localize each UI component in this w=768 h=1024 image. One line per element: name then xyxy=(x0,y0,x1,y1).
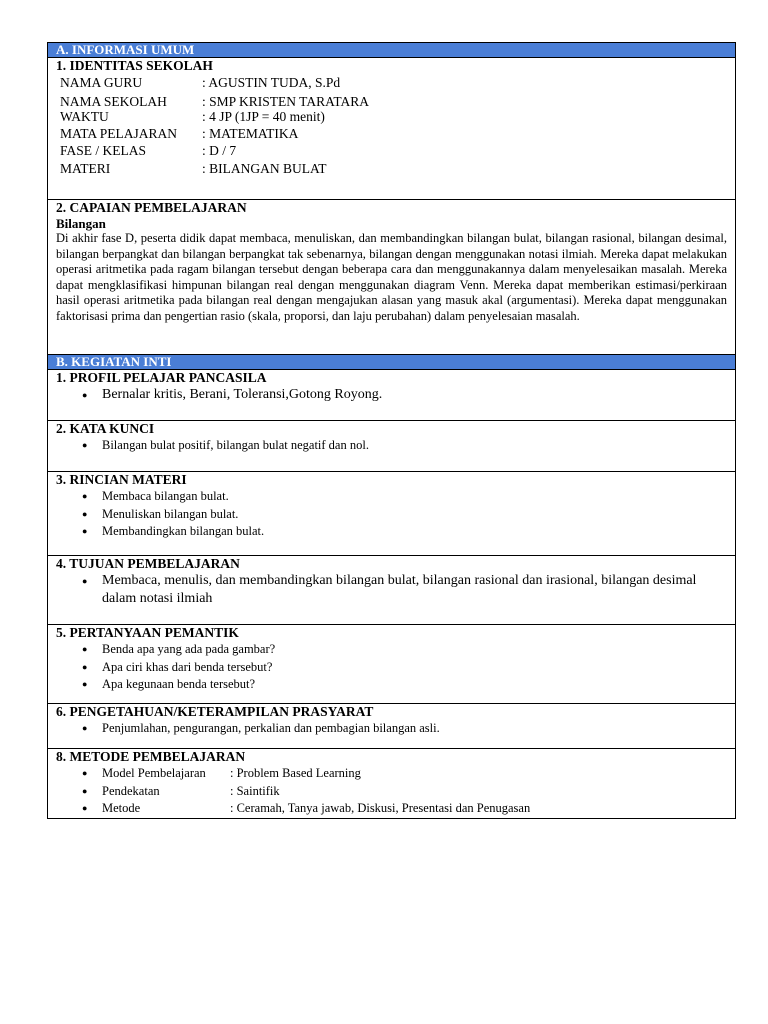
info-label: NAMA SEKOLAH xyxy=(60,93,167,109)
section-b-header xyxy=(48,355,736,370)
prasyarat-list xyxy=(56,720,727,738)
list-item: ● Bernalar kritis, Berani, Toleransi,Gotong Royong. xyxy=(82,386,727,404)
kata-kunci-list xyxy=(56,437,727,455)
list-item: ● Menuliskan bilangan bulat. xyxy=(82,506,727,524)
pertanyaan-block xyxy=(48,625,736,704)
metode-label: Pendekatan xyxy=(102,783,160,798)
info-value: : D / 7 xyxy=(202,143,237,158)
capaian-subheading: Bilangan xyxy=(56,216,106,231)
rincian-list xyxy=(56,488,727,541)
rincian-block xyxy=(48,472,736,556)
tujuan-block xyxy=(48,556,736,625)
list-item xyxy=(82,765,727,783)
tujuan-heading: 4. TUJUAN PEMBELAJARAN xyxy=(56,556,240,571)
profil-list xyxy=(56,386,727,404)
kata-kunci-block xyxy=(48,421,736,472)
info-value: : AGUSTIN TUDA, S.Pd xyxy=(202,75,341,90)
capaian-heading: 2. CAPAIAN PEMBELAJARAN xyxy=(56,200,247,215)
section-a-title: A. INFORMASI UMUM xyxy=(48,43,736,58)
kata-kunci-heading: 2. KATA KUNCI xyxy=(56,421,155,436)
info-row xyxy=(56,94,727,109)
metode-value: : Saintifik xyxy=(230,783,280,798)
metode-value: : Ceramah, Tanya jawab, Diskusi, Presentasi dan Penugasan xyxy=(230,801,531,815)
info-value: : BILANGAN BULAT xyxy=(202,160,327,176)
capaian-block xyxy=(48,200,736,355)
section-a-header xyxy=(48,43,736,58)
profil-block xyxy=(48,370,736,421)
metode-value: : Problem Based Learning xyxy=(230,766,361,780)
prasyarat-block xyxy=(48,704,736,749)
metode-block xyxy=(48,749,736,819)
list-item: ● Penjumlahan, pengurangan, perkalian dan pembagian bilangan asli. xyxy=(82,720,727,738)
info-row xyxy=(56,109,727,124)
profil-heading: 1. PROFIL PELAJAR PANCASILA xyxy=(56,370,267,385)
list-item: ● Membaca bilangan bulat. xyxy=(82,488,727,506)
list-item: ● Membaca, menulis, dan membandingkan bilangan bulat, bilangan rasional dan irasional, bilangan desimal dalam notasi ilmiah xyxy=(82,572,727,608)
info-row xyxy=(56,160,727,178)
section-b-title: B. KEGIATAN INTI xyxy=(48,355,736,370)
list-item: ● Benda apa yang ada pada gambar? xyxy=(82,641,727,659)
info-value: : SMP KRISTEN TARATARA xyxy=(202,93,369,109)
identitas-heading: 1. IDENTITAS SEKOLAH xyxy=(56,58,213,73)
prasyarat-heading: 6. PENGETAHUAN/KETERAMPILAN PRASYARAT xyxy=(56,704,374,719)
info-row xyxy=(56,74,727,92)
metode-label: Model Pembelajaran xyxy=(102,766,206,780)
pertanyaan-list xyxy=(56,641,727,694)
info-row xyxy=(56,142,727,160)
info-label: FASE / KELAS xyxy=(60,143,147,158)
lesson-plan-table xyxy=(47,42,736,819)
tujuan-list xyxy=(56,572,727,608)
list-item: ● Bilangan bulat positif, bilangan bulat negatif dan nol. xyxy=(82,437,727,455)
list-item xyxy=(82,783,727,801)
metode-label: Metode xyxy=(102,801,141,815)
info-label: NAMA GURU xyxy=(60,75,143,90)
info-row xyxy=(56,125,727,143)
list-item: ● Apa ciri khas dari benda tersebut? xyxy=(82,659,727,677)
metode-heading: 8. METODE PEMBELAJARAN xyxy=(56,749,246,764)
info-label: WAKTU xyxy=(60,108,109,124)
info-label: MATERI xyxy=(60,160,111,176)
identitas-sekolah-block xyxy=(48,58,736,200)
rincian-heading: 3. RINCIAN MATERI xyxy=(56,472,187,487)
list-item xyxy=(82,800,727,818)
lesson-plan-document xyxy=(47,42,736,819)
info-value: : MATEMATIKA xyxy=(202,125,299,141)
info-value: : 4 JP (1JP = 40 menit) xyxy=(202,108,325,124)
list-item: ● Membandingkan bilangan bulat. xyxy=(82,523,727,541)
list-item: ● Apa kegunaan benda tersebut? xyxy=(82,676,727,694)
metode-list xyxy=(56,765,727,818)
info-label: MATA PELAJARAN xyxy=(60,125,178,141)
capaian-paragraph: Di akhir fase D, peserta didik dapat membaca, menuliskan, dan membandingkan bilangan bulat, bilangan rasional, bilangan desimal, bilangan berpangkat dan bilangan berpangkat tak sebenarnya, bilangan dengan menggunakan notasi ilmiah. Mereka dapat melakukan operasi aritmetika pada ragam bilangan tersebut dengan beberapa cara dan menggunakannya dalam menyelesaikan masalah. Mereka dapat mengklasifikasi himpunan bilangan real dengan menggunakan diagram Venn. Mereka dapat memberikan estimasi/perkiraan hasil operasi aritmetika pada bilangan real dengan mengajukan alasan yang masuk akal (argumentasi). Mereka dapat menggunakan faktorisasi prima dan pengertian rasio (skala, proporsi, dan laju perubahan) dalam penyelesaian masalah. xyxy=(56,231,727,323)
pertanyaan-heading: 5. PERTANYAAN PEMANTIK xyxy=(56,625,239,640)
